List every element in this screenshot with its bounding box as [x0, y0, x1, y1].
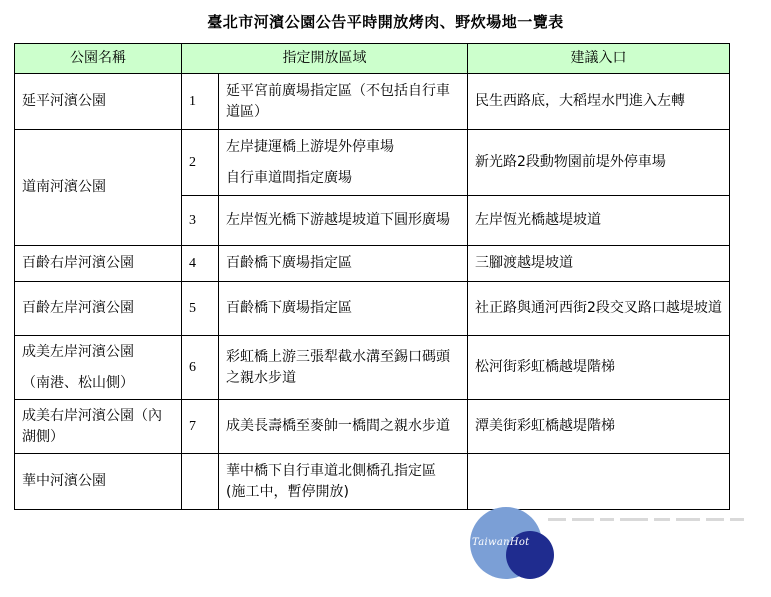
park-name-cell: 道南河濱公園 — [15, 130, 182, 246]
park-name-cell: 延平河濱公園 — [15, 74, 182, 130]
table-row — [15, 282, 730, 336]
table-row — [15, 336, 730, 400]
campsite-table — [14, 43, 730, 510]
number-cell: 6 — [182, 336, 219, 400]
table-row — [15, 454, 730, 510]
table-row — [15, 246, 730, 282]
table-row — [15, 74, 730, 130]
park-name-cell: 華中河濱公園 — [15, 454, 182, 510]
watermark-strip — [548, 516, 748, 524]
entrance-cell — [468, 454, 730, 510]
header-designated-area: 指定開放區域 — [182, 44, 468, 74]
area-cell: 成美長壽橋至麥帥一橋間之親水步道 — [219, 400, 468, 454]
entrance-cell: 左岸恆光橋越堤坡道 — [468, 196, 730, 246]
number-cell: 5 — [182, 282, 219, 336]
park-name-line: （南港、松山側） — [22, 374, 134, 391]
park-name-cell: 百齡右岸河濱公園 — [15, 246, 182, 282]
number-cell: 1 — [182, 74, 219, 130]
number-cell: 2 — [182, 130, 219, 196]
entrance-cell: 民生西路底，大稻埕水門進入左轉 — [468, 74, 730, 130]
table-header-row — [15, 44, 730, 74]
entrance-cell: 松河街彩虹橋越堤階梯 — [468, 336, 730, 400]
area-line: 華中橋下自行車道北側橋孔指定區 — [226, 462, 436, 479]
park-name-cell — [15, 336, 182, 400]
area-cell: 左岸恆光橋下游越堤坡道下圓形廣場 — [219, 196, 468, 246]
area-line: 自行車道間指定廣場 — [226, 169, 352, 186]
table-row — [15, 130, 730, 196]
park-name-cell: 成美右岸河濱公園（內湖側） — [15, 400, 182, 454]
entrance-cell: 潭美街彩虹橋越堤階梯 — [468, 400, 730, 454]
park-name-cell: 百齡左岸河濱公園 — [15, 282, 182, 336]
entrance-cell: 社正路與通河西街2段交叉路口越堤坡道 — [468, 282, 730, 336]
entrance-cell: 三腳渡越堤坡道 — [468, 246, 730, 282]
logo-text: TaiwanHot — [472, 537, 530, 548]
park-name-line: 成美左岸河濱公園 — [22, 343, 134, 360]
header-suggested-entrance: 建議入口 — [468, 44, 730, 74]
area-cell — [219, 130, 468, 196]
area-line: (施工中，暫停開放) — [226, 483, 349, 500]
number-cell — [182, 454, 219, 510]
entrance-cell: 新光路2段動物園前堤外停車場 — [468, 130, 730, 196]
number-cell: 4 — [182, 246, 219, 282]
area-cell: 延平宮前廣場指定區（不包括自行車道區） — [219, 74, 468, 130]
header-park-name: 公園名稱 — [15, 44, 182, 74]
area-cell — [219, 454, 468, 510]
table-row — [15, 400, 730, 454]
area-cell: 百齡橋下廣場指定區 — [219, 246, 468, 282]
area-cell: 彩虹橋上游三張犁截水溝至錫口碼頭之親水步道 — [219, 336, 468, 400]
page-title: 臺北市河濱公園公告平時開放烤肉、野炊場地一覽表 — [207, 13, 564, 31]
number-cell: 3 — [182, 196, 219, 246]
area-cell: 百齡橋下廣場指定區 — [219, 282, 468, 336]
area-line: 左岸捷運橋上游堤外停車場 — [226, 138, 394, 155]
number-cell: 7 — [182, 400, 219, 454]
